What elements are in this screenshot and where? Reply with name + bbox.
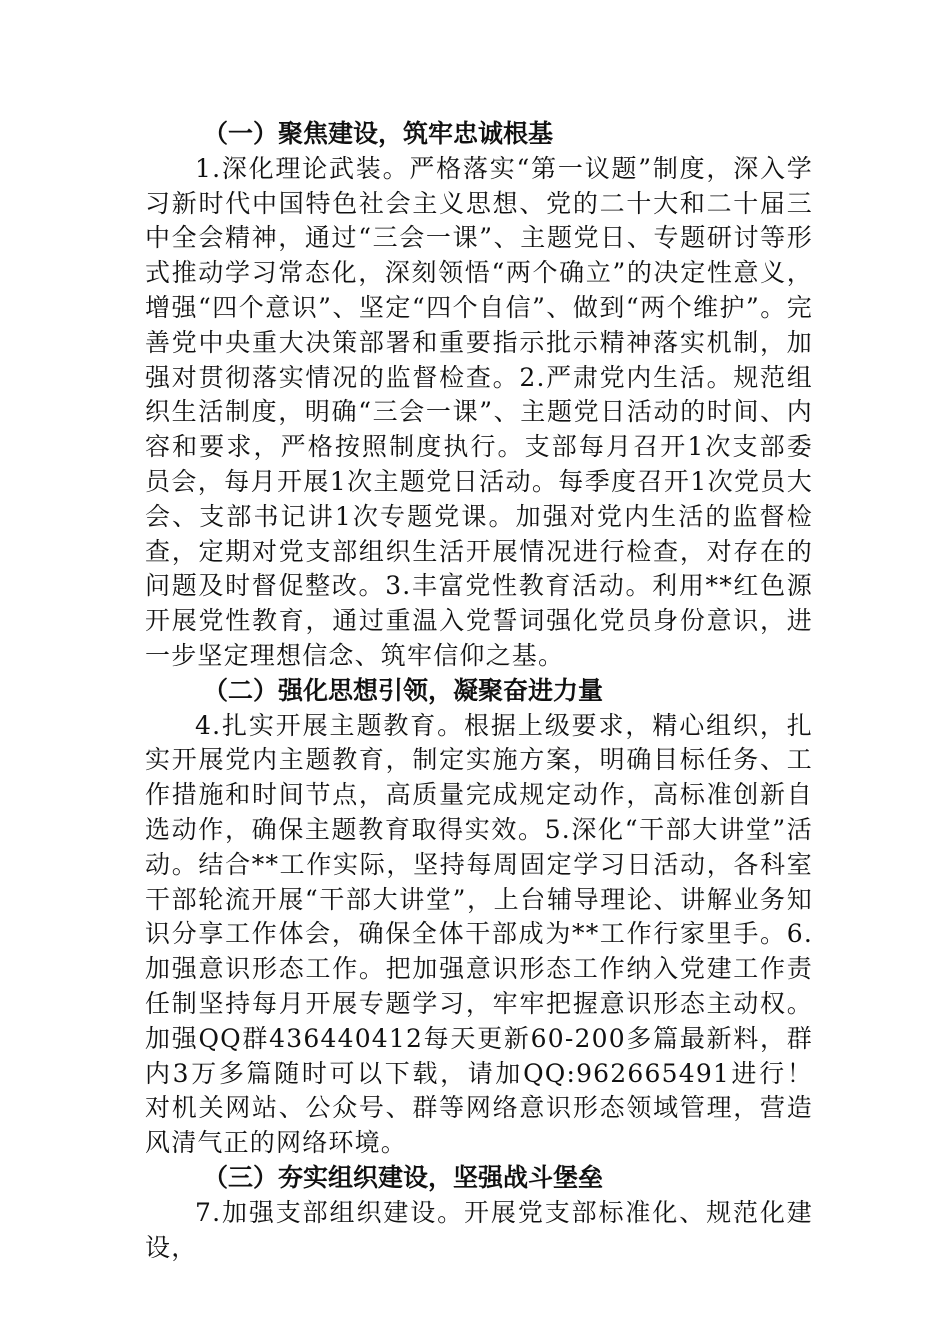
section-3-body: 7.加强支部组织建设。开展党支部标准化、规范化建设， <box>145 1197 813 1262</box>
document-page <box>145 117 813 1265</box>
section-2-heading: （二）强化思想引领，凝聚奋进力量 <box>203 675 604 705</box>
section-1-heading: （一）聚焦建设，筑牢忠诚根基 <box>203 119 554 148</box>
section-2-body: 4.扎实开展主题教育。根据上级要求，精心组织，扎实开展党内主题教育，制定实施方案，明确目标任务、工作措施和时间节点，高质量完成规定动作，高标准创新自选动作，确保主题教育取得实效。5.深化“干部大讲堂”活动。结合**工作实际，坚持每周固定学习日活动，各科室干部轮流开展“干部大讲堂”，上台辅导理论、讲解业务知识分享工作体会，确保全体干部成为**工作行家里手。6.加强意识形态工作。把加强意识形态工作纳入党建工作责任制坚持每月开展专题学习，牢牢把握意识形态主动权。加强QQ群436440412每天更新60-200多篇最新料，群内3万多篇随时可以下载，请加QQ:962665491进行！对机关网站、公众号、群等网络意识形态领域管理，营造风清气正的网络环境。 <box>145 710 813 1158</box>
section-1-body: 1.深化理论武装。严格落实“第一议题”制度，深入学习新时代中国特色社会主义思想、党的二十大和二十届三中全会精神，通过“三会一课”、主题党日、专题研讨等形式推动学习常态化，深刻领悟“两个确立”的决定性意义，增强“四个意识”、坚定“四个自信”、做到“两个维护”。完善党中央重大决策部署和重要指示批示精神落实机制，加强对贯彻落实情况的监督检查。2.严肃党内生活。规范组织生活制度，明确“三会一课”、主题党日活动的时间、内容和要求，严格按照制度执行。支部每月召开1次支部委员会，每月开展1次主题党日活动。每季度召开1次党员大会、支部书记讲1次专题党课。加强对党内生活的监督检查，定期对党支部组织生活开展情况进行检查，对存在的问题及时督促整改。3.丰富党性教育活动。利用**红色源开展党性教育，通过重温入党誓词强化党员身份意识，进一步坚定理想信念、筑牢信仰之基。 <box>145 153 813 670</box>
section-3-heading: （三）夯实组织建设，坚强战斗堡垒 <box>203 1162 604 1192</box>
